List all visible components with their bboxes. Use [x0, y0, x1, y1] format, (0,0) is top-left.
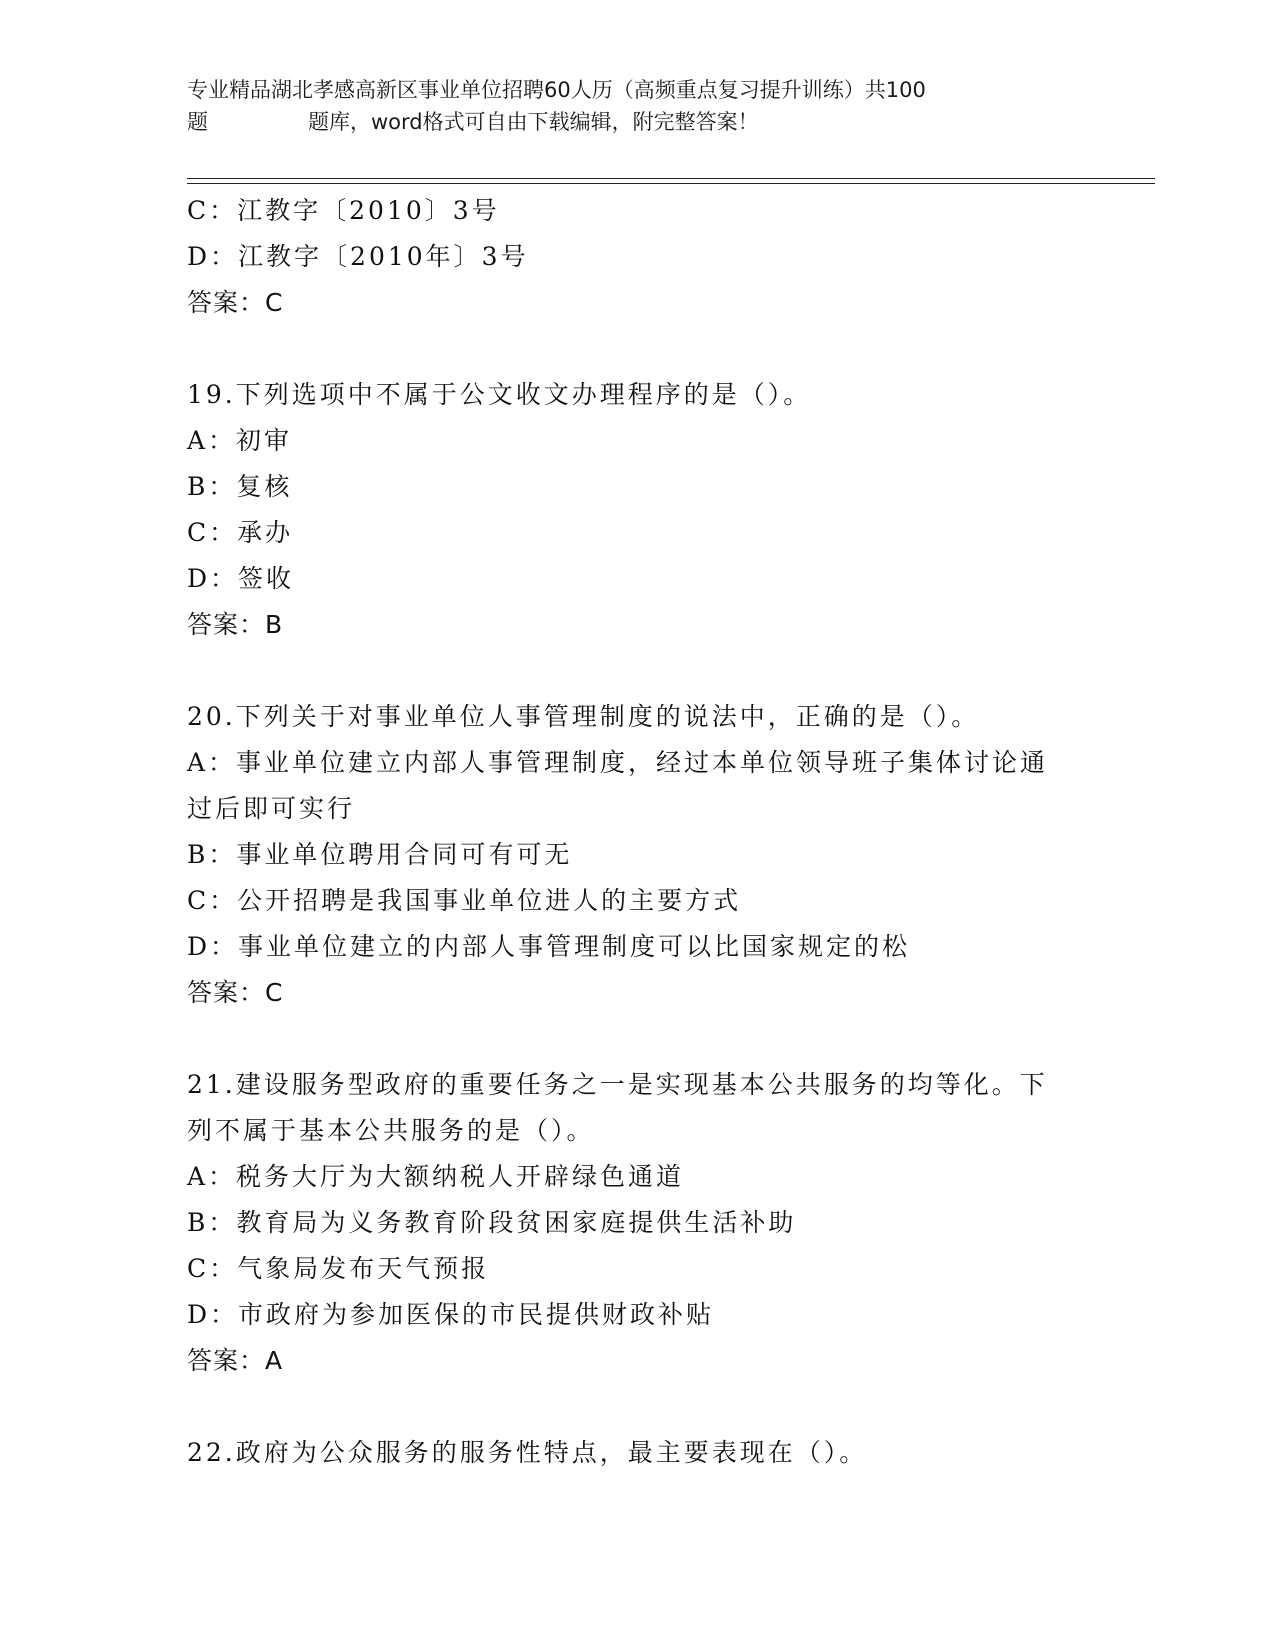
question-20 — [187, 694, 1087, 1016]
header-title-line-2 — [187, 106, 1087, 138]
option-d: D：市政府为参加医保的市民提供财政补贴 — [187, 1300, 715, 1329]
option-b: B：复核 — [187, 472, 293, 501]
answer: 答案：A — [187, 1346, 284, 1375]
question-19 — [187, 372, 1087, 648]
answer: 答案：C — [187, 978, 284, 1007]
header-subtitle: 题库，word格式可自由下载编辑，附完整答案！ — [308, 110, 759, 134]
question-stem: 22.政府为公众服务的服务性特点，最主要表现在（）。 — [187, 1438, 868, 1467]
header-divider-top — [187, 178, 1155, 179]
option-b: B：事业单位聘用合同可有可无 — [187, 840, 573, 869]
answer: 答案：C — [187, 288, 284, 317]
question-stem-line-2: 列不属于基本公共服务的是（）。 — [187, 1116, 595, 1145]
option-a-line-2: 过后即可实行 — [187, 794, 356, 823]
option-d: D：事业单位建立的内部人事管理制度可以比国家规定的松 — [187, 932, 911, 961]
header-title-line-1: 专业精品湖北孝感高新区事业单位招聘60人历（高频重点复习提升训练）共100 — [187, 78, 926, 102]
option-b: B：教育局为义务教育阶段贫困家庭提供生活补助 — [187, 1208, 797, 1237]
option-c: C：气象局发布天气预报 — [187, 1254, 490, 1283]
question-18 — [187, 188, 1087, 326]
option-a: A：税务大厅为大额纳税人开辟绿色通道 — [187, 1162, 685, 1191]
question-stem: 19.下列选项中不属于公文收文办理程序的是（）。 — [187, 380, 812, 409]
option-c: C：公开招聘是我国事业单位进人的主要方式 — [187, 886, 742, 915]
question-stem-line-1: 21.建设服务型政府的重要任务之一是实现基本公共服务的均等化。下 — [187, 1070, 1048, 1099]
option-c: C：承办 — [187, 518, 294, 547]
option-c: C：江教字〔2010〕3号 — [187, 196, 500, 225]
option-a: A：初审 — [187, 426, 293, 455]
question-21 — [187, 1062, 1087, 1384]
answer: 答案：B — [187, 610, 284, 639]
option-d: D：江教字〔2010年〕3号 — [187, 242, 529, 271]
header-title-fragment: 题 — [187, 110, 208, 134]
question-list — [187, 188, 1087, 1476]
header-divider-bottom — [187, 183, 1155, 184]
option-d: D：签收 — [187, 564, 295, 593]
question-stem: 20.下列关于对事业单位人事管理制度的说法中，正确的是（）。 — [187, 702, 980, 731]
page-header — [187, 74, 1087, 138]
question-22 — [187, 1430, 1087, 1476]
option-a-line-1: A：事业单位建立内部人事管理制度，经过本单位领导班子集体讨论通 — [187, 748, 1049, 777]
